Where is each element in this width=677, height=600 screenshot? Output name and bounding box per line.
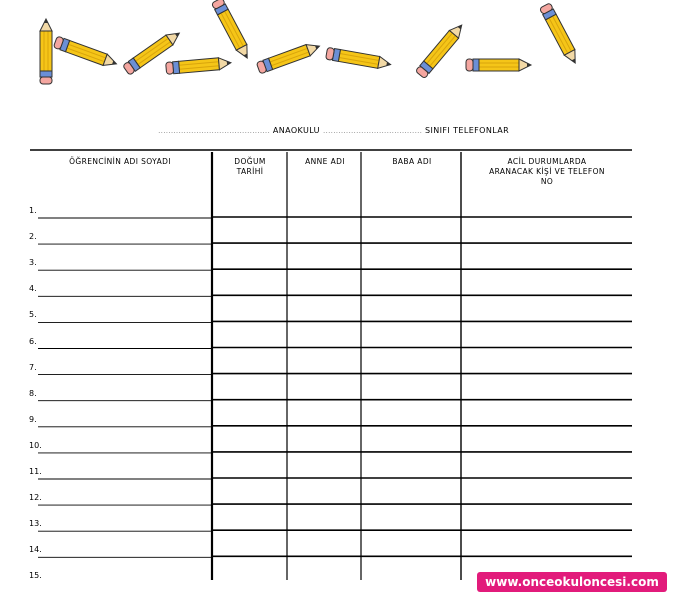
header-dogum-line1: DOĞUM	[234, 157, 266, 166]
row-label: 3.	[29, 258, 37, 268]
header-acil-line1: ACİL DURUMLARDA	[507, 157, 587, 166]
header-acil-line2: ARANACAK KİŞİ VE TELEFON	[489, 167, 605, 176]
header-baba: BABA ADI	[392, 157, 432, 166]
title-anaokulu: ANAOKULU	[272, 126, 320, 135]
row-label: 15.	[29, 571, 42, 581]
row-label: 7.	[29, 362, 37, 372]
row-label: 1.	[29, 206, 37, 215]
header-dogum-line2: TARİHİ	[236, 167, 264, 176]
row-label: 2.	[29, 232, 37, 242]
title-sinifi: SINIFI TELEFONLAR	[425, 126, 510, 135]
header-acil-line3: NO	[540, 177, 554, 186]
header-anne: ANNE ADI	[305, 157, 345, 166]
row-label: 11.	[29, 467, 42, 476]
header-acil	[463, 157, 631, 187]
header-ogrenci: ÖĞRENCİNİN ADI SOYADI	[69, 157, 171, 166]
header-dogum	[214, 157, 286, 177]
row-label: 10.	[29, 440, 42, 450]
row-label: 9.	[29, 414, 37, 424]
dots-blank: ............................................	[158, 126, 270, 135]
row-label: 14.	[29, 545, 42, 555]
dots-blank: .......................................	[322, 126, 423, 135]
row-label: 13.	[29, 519, 42, 529]
row-label: 8.	[29, 388, 37, 398]
row-label: 6.	[29, 336, 37, 346]
row-label: 12.	[29, 493, 42, 503]
watermark: www.onceokuloncesi.com	[477, 572, 667, 592]
row-label: 4.	[29, 284, 37, 294]
row-label: 5.	[29, 310, 37, 320]
